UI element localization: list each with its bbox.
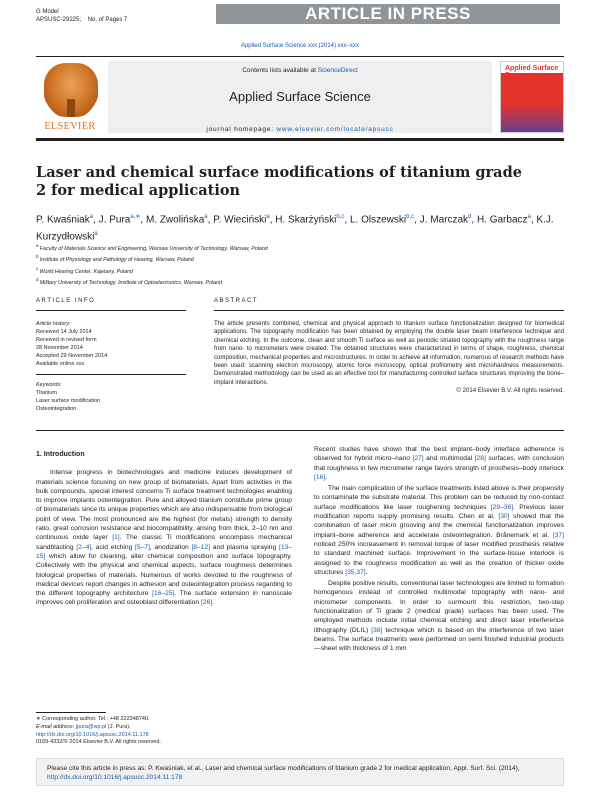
keyword-item: Osteointegration [36, 406, 77, 412]
sciencedirect-link[interactable]: ScienceDirect [317, 67, 358, 74]
author-separator: , [269, 214, 276, 226]
abstract-body [214, 320, 564, 396]
copyright: © 2014 Elsevier B.V. All rights reserved. [456, 387, 564, 395]
author-affiliation-mark[interactable]: a [204, 214, 208, 220]
author-name: L. Olszewski [349, 214, 407, 226]
citation-link[interactable]: [5–7] [135, 543, 150, 551]
author-name: P. Kwaśniak [36, 214, 90, 226]
author-affiliation-mark[interactable]: a [266, 214, 270, 220]
affiliation-mark: d [36, 276, 40, 282]
citation-link[interactable]: [38] [371, 626, 383, 634]
history-item: Accepted 29 November 2014 [36, 353, 108, 359]
author-affiliation-mark[interactable]: d [468, 214, 472, 220]
journal-header [36, 56, 564, 138]
doi-link[interactable]: http://dx.doi.org/10.1016/j.apsusc.2014.11.178 [36, 731, 149, 738]
header-divider [36, 138, 564, 141]
body-paragraph [314, 579, 564, 653]
citation-box [36, 758, 564, 786]
corresponding-author: ∗ Corresponding author. Tel.: +48 222348740. [36, 716, 150, 722]
info-divider [36, 374, 186, 375]
body-text: . [212, 599, 214, 607]
citation-link[interactable]: [37] [552, 531, 564, 539]
contents-prefix: Contents lists available at [242, 67, 318, 74]
tree-trunk [67, 99, 75, 117]
citation-text: Please cite this article in press as: P. Kwaśniak, et al., Laser and chemical surface modifications of titanium grade 2 for medical application, Appl. Surf. Sci. (2014), [47, 765, 520, 772]
issn-line: 0169-4332/© 2014 Elsevier B.V. All rights reserved. [36, 739, 161, 746]
citation-link[interactable]: [26] [200, 599, 213, 607]
author-name: H. Garbacz [476, 214, 528, 226]
article-title: Laser and chemical surface modifications of titanium grade 2 for medical application [36, 164, 522, 199]
journal-reference[interactable]: Applied Surface Science xxx (2014) xxx–xxx [240, 43, 360, 49]
keyword-item: Laser surface modification [36, 398, 101, 404]
citation-link[interactable]: [29–36] [490, 503, 514, 511]
abstract-rule [214, 310, 564, 311]
affiliation-mark: a [36, 243, 40, 248]
author-separator: , [140, 214, 146, 226]
body-text: and multimodal [423, 455, 475, 463]
affiliation-text: World Hearing Center, Kajetany, Poland [39, 268, 134, 275]
author-affiliation-mark[interactable]: a [94, 231, 98, 238]
email-line [36, 724, 292, 732]
abstract-bottom-rule [36, 430, 564, 431]
affiliation-text: Faculty of Materials Science and Engineering, Warsaw University of Technology, Warsaw, Poland [39, 245, 268, 252]
keywords-list [36, 389, 186, 413]
history-list [36, 328, 186, 368]
author-name: J. Pura [98, 214, 131, 226]
author-affiliation-mark[interactable]: a [527, 214, 531, 220]
introduction-heading: 1. Introduction [36, 451, 85, 458]
author-separator: , [207, 214, 214, 226]
citation-link[interactable]: [30] [498, 513, 510, 521]
citation-link[interactable]: [27] [412, 455, 424, 463]
author-separator: , [530, 214, 537, 226]
history-label: Article history: [36, 321, 71, 327]
author-name: K.J. Kurzydłowski [36, 214, 554, 243]
left-paragraphs [36, 468, 292, 607]
citation-link[interactable]: [16] [314, 473, 326, 481]
body-text: and plasma spraying [210, 543, 279, 551]
journal-title: Applied Surface Science [229, 89, 371, 104]
journal-cover [500, 61, 564, 133]
homepage-prefix: journal homepage: [206, 126, 277, 133]
author-name: J. Marczak [419, 214, 469, 226]
author-name: M. Zwolińska [145, 214, 205, 226]
author-list [36, 210, 564, 245]
body-paragraph [314, 484, 564, 577]
top-left-meta [36, 8, 127, 24]
author-separator: , [414, 214, 420, 226]
affiliation-text: Military University of Technology, Institute of Optoelectronics, Warsaw, Poland [39, 279, 222, 286]
author-affiliation-mark[interactable]: a,∗ [130, 214, 141, 220]
author-name: P. Wieciński [213, 214, 267, 226]
right-paragraphs [314, 445, 564, 654]
journal-homepage [108, 126, 492, 133]
keywords-label: Keywords: [36, 382, 62, 388]
article-info [36, 320, 186, 413]
model-label: G Model [36, 9, 59, 15]
history-item: Received 14 July 2014 [36, 329, 92, 335]
affiliation-mark: b [36, 254, 40, 260]
body-text: The main complication of the surface treatments listed above is their propensity to contaminate the substrate material. This problem can be reduced by non-contact surface modifications like laser roughening techniques [314, 485, 564, 511]
abstract-label: ABSTRACT [214, 298, 259, 304]
affiliation-text: Institute of Physiology and Pathology of Hearing, Warsaw, Poland [39, 257, 194, 264]
citation-link[interactable]: [35,37] [345, 568, 366, 576]
manuscript-id: APSUSC-29225; No. of Pages 7 [36, 17, 128, 23]
body-text: which allow for cleaning, alter chemical composition and surface topography. Collectively with the physical and chemical aspects, surface roughness determines biological properties of materials. Numerous of works devoted to the roughness of medical devices report changes in adhesion and osteointegration process regarding to the different topography architecture [36, 552, 292, 598]
author-separator: , [471, 214, 477, 226]
abstract-text: The article presents combined, chemical and physical approach to titanium surface functionalization designed for biomedical applications. The topography modification has been obtained by employing the double laser beam interference technique and chemical etching. In the outcome, clean and smooth Ti surface as well as periodic striated topography with the roughness range from nano- to micrometers were created. The obtained structures were characterized in terms of shape, roughness, chemical composition, mechanical properties and microstructures. In order to achieve all information, numerous of research methods have been used: scanning electron microscopy, atomic force microscopy, optical profilometry and microhardness measurements. Demonstrated methodology can be used as an effective tool for manufacturing controlled surface structures improving the bone–implant interactions. [214, 320, 564, 386]
body-text: . Previous laser modification reports supply promising results. Chen et al. [314, 503, 564, 521]
contents-line [108, 67, 492, 74]
author-separator: , [93, 214, 99, 226]
affiliation-line [36, 253, 564, 264]
citation-link[interactable]: [28] [474, 455, 486, 463]
history-item: Available online xxx [36, 361, 85, 367]
citation-doi-link[interactable]: http://dx.doi.org/10.1016/j.apsusc.2014.11.178 [47, 774, 183, 781]
publisher-name: ELSEVIER [44, 121, 96, 132]
affiliations [36, 242, 564, 287]
citation-link[interactable]: [16–25] [152, 590, 175, 598]
citation-link[interactable]: [2–4] [76, 543, 92, 551]
body-paragraph [36, 468, 292, 607]
body-text: Despite positive results, conventional laser technologies are limited to formation homogenous instead of controlled multimodal topography with nano- and micrometer components. In order to surmount this restriction, two-step functionalization of Ti grade 2 (medical grade) surfaces has been used. The employed methods include initial chemical etching and direct laser interference lithography (DLIL) [314, 580, 564, 634]
email-suffix: (J. Pura). [106, 723, 131, 730]
email-label: E-mail address: [36, 723, 76, 730]
citation-link[interactable]: [1] [112, 534, 120, 542]
body-text: , anodization [149, 543, 192, 551]
author-affiliation-mark[interactable]: b,c [406, 214, 415, 220]
body-text: , acid etching [91, 543, 136, 551]
journal-banner [108, 61, 492, 133]
footnotes [36, 716, 292, 747]
footnote-rule [36, 712, 106, 713]
article-in-press-banner: ARTICLE IN PRESS [216, 4, 560, 24]
history-item: Received in revised form [36, 337, 97, 343]
cover-title: Applied Surface Science [505, 65, 559, 79]
body-text: . The surface extension in nanoscale improves cell proliferation and osteoblast differentiation [36, 590, 292, 607]
author-affiliation-mark[interactable]: b,c [336, 214, 345, 220]
body-text: surfaces, with conclusion that roughness in few micrometer range favors strength of prosthesis–body interlock [314, 455, 564, 472]
body-text: showed that the combination of laser micro grooving and the chemical functionalization improves implant–bone adherence and accelerate osteointegration. Brånemark et al. [314, 513, 565, 539]
author-separator: , [344, 214, 350, 226]
citation-link[interactable]: [13–15] [36, 543, 292, 560]
history-item: 28 November 2014 [36, 345, 83, 351]
citation-link[interactable]: [8–12] [191, 543, 211, 551]
affiliation-line [36, 276, 564, 287]
body-text: noticed 250% increasement in removal torque of laser modified prosthesis relative to standard machined surface. Improvement in the surface-tissue interlock is assigned to the roughness modification as well as the creation of thicker oxide structures [314, 540, 564, 576]
email-link[interactable]: jpura@wp.pl [75, 723, 107, 730]
right-column [314, 445, 564, 656]
affiliation-line [36, 265, 564, 276]
homepage-link[interactable]: www.elsevier.com/locate/apsusc [276, 126, 394, 133]
left-column [36, 450, 292, 610]
body-text: . [365, 568, 368, 576]
elsevier-logo [36, 61, 104, 137]
body-text: technique which is based on the interference of two laser beams. The surface treatments were performed on semi finished industrial products—sheet with thickness of 1 mm [314, 626, 564, 653]
body-paragraph [314, 445, 564, 482]
keyword-item: Titanium [36, 390, 57, 396]
body-text: . The classic Ti modifications encompass mechanical sandblasting [36, 534, 292, 551]
body-text: Intense progress in biotechnologies and medicine induces development of materials science focusing on new group of biomaterials. Apart from activities in the bulk compounds, special interest concerns Ti surface treatment technologies enabling to improve implants osteintegration. Pure and alloyed titanium constitute prime group of biomaterials since its unique properties which are also indispensable from biological point of view. The most pronounced are the highest (for metals) strength to density ratio, great corrosion resistance and biocompatibility, arising from thick, 2–10 nm and continuous oxide layer [36, 469, 292, 542]
affiliation-mark: c [36, 265, 40, 271]
affiliation-line [36, 242, 564, 253]
author-affiliation-mark[interactable]: a [89, 214, 94, 220]
article-info-label: ARTICLE INFO [36, 298, 96, 304]
body-text: . [325, 473, 328, 481]
body-text: Recent studies have shown that the best implant–body interface adherence is observed for hybrid micro–nano [314, 446, 564, 463]
author-name: H. Skarżyński [275, 214, 337, 226]
article-info-rule [36, 310, 186, 311]
